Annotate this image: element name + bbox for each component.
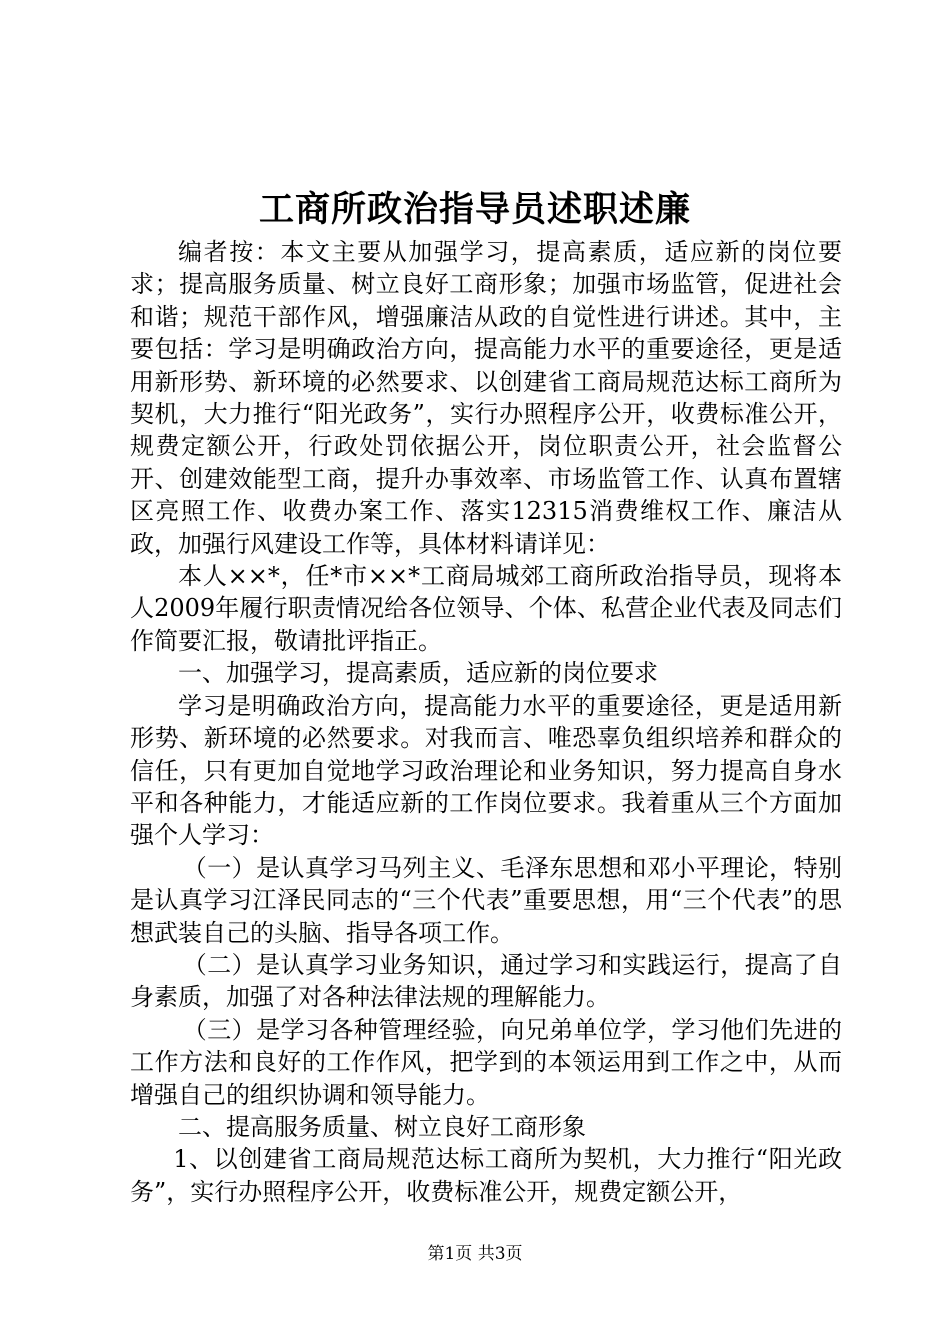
section-1-item-1: （一）是认真学习马列主义、毛泽东思想和邓小平理论，特别是认真学习江泽民同志的“三个代表”重要思想，用“三个代表”的思想武装自己的头脑、指导各项工作。 — [130, 853, 842, 947]
section-heading-1: 一、加强学习，提高素质，适应新的岗位要求 — [178, 659, 658, 688]
section-2-item-1: 1、以创建省工商局规范达标工商所为契机，大力推行“阳光政务”，实行办照程序公开，收费标准公开，规费定额公开， — [130, 1145, 842, 1206]
section-1-item-2: （二）是认真学习业务知识，通过学习和实践运行，提高了自身素质，加强了对各种法律法规的理解能力。 — [130, 950, 842, 1012]
section-heading-2: 二、提高服务质量、树立良好工商形象 — [178, 1112, 586, 1141]
section-1-item-3: （三）是学习各种管理经验，向兄弟单位学，学习他们先进的工作方法和良好的工作作风，把学到的本领运用到工作之中，从而增强自己的组织协调和领导能力。 — [130, 1015, 842, 1109]
section-1-paragraph: 学习是明确政治方向，提高能力水平的重要途径，更是适用新形势、新环境的必然要求。对我而言、唯恐辜负组织培养和群众的信任，只有更加自觉地学习政治理论和业务知识，努力提高自身水平和各种能力，才能适应新的工作岗位要求。我着重从三个方面加强个人学习： — [130, 691, 842, 850]
document-title: 工商所政治指导员述职述廉 — [258, 189, 691, 230]
editor-note-paragraph: 编者按：本文主要从加强学习，提高素质，适应新的岗位要求；提高服务质量、树立良好工商形象；加强市场监管，促进社会和谐；规范干部作风，增强廉洁从政的自觉性进行讲述。其中，主要包括：学习是明确政治方向，提高能力水平的重要途径，更是适用新形势、新环境的必然要求、以创建省工商局规范达标工商所为契机，大力推行“阳光政务”，实行办照程序公开，收费标准公开，规费定额公开，行政处罚依据公开，岗位职责公开，社会监督公开、创建效能型工商，提升办事效率、市场监管工作、认真布置辖区亮照工作、收费办案工作、落实12315消费维权工作、廉洁从政，加强行风建设工作等，具体材料请详见： — [130, 238, 842, 558]
page-footer: 第1页 共3页 — [427, 1244, 523, 1264]
document-body — [130, 236, 842, 1208]
intro-paragraph: 本人××*，任*市××*工商局城郊工商所政治指导员，现将本人2009年履行职责情况给各位领导、个体、私营企业代表及同志们作简要汇报，敬请批评指正。 — [130, 562, 842, 655]
